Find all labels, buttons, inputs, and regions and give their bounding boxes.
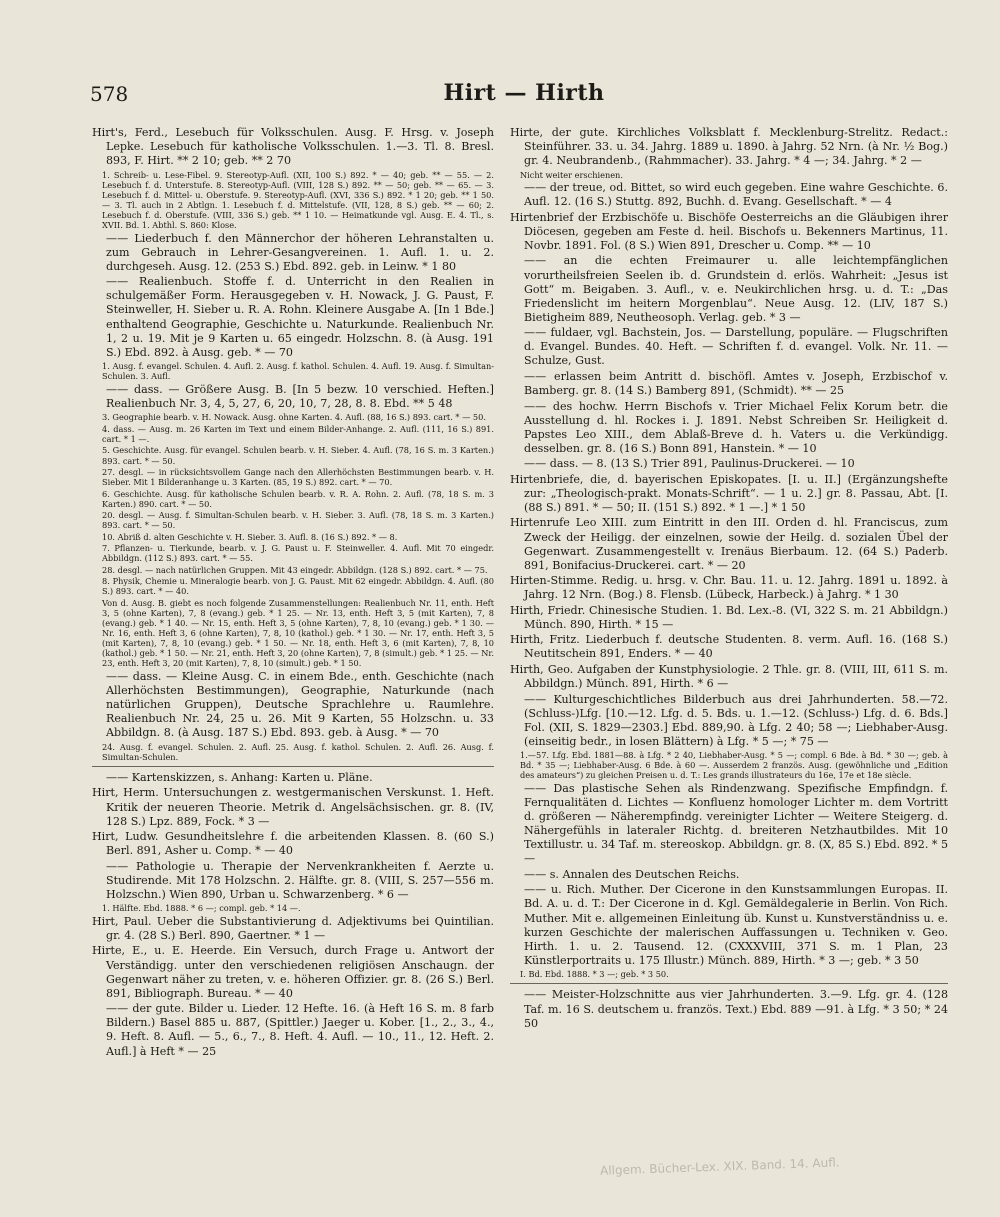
- left-column: [92, 126, 494, 1129]
- entry-note: 8. Physik, Chemie u. Mineralogie bearb. von J. G. Paust. Mit 62 eingedr. Abbildgn. 4. Aufl. (80 S.) 893. cart. * — 40.: [102, 576, 494, 597]
- bibliography-entry: Hirtenbriefe, die, d. bayerischen Episkopates. [I. u. II.] (Ergänzungshefte zur: „Theologisch-prakt. Monats-Schrift“. — 1 u. 2.] gr. 8. Passau, Abt. [I. (88 S.) 891. * — 50; II. (151 S.) 892. * 1 —.] * 1 50: [510, 472, 948, 514]
- entry-note: 28. desgl. — nach natürlichen Gruppen. Mit 43 eingedr. Abbildgn. (128 S.) 892. cart. * — 75.: [102, 564, 488, 575]
- faded-watermark-text: Allgem. Bücher-Lex. XIX. Band. 14. Aufl.: [599, 1155, 840, 1178]
- entry-note: 27. desgl. — in rücksichtsvollem Gange nach den Allerhöchsten Bestimmungen bearb. v. H. Sieber. Mit 1 Bilderanhange u. 3 Karten. (85, 19 S.) 892. cart. * — 70.: [102, 467, 494, 488]
- entry-note: I. Bd. Ebd. 1888. * 3 —; geb. * 3 50.: [520, 969, 669, 980]
- bibliography-entry: Hirth, Fritz. Liederbuch f. deutsche Studenten. 8. verm. Aufl. 16. (168 S.) Neutitschein 891, Enders. * — 40: [510, 633, 948, 661]
- entry-note: 4. dass. — Ausg. m. 26 Karten im Text und einem Bilder-Anhange. 2. Aufl. (111, 16 S.) 891. cart. * 1 —.: [102, 423, 494, 444]
- bibliography-entry: Hirte, E., u. E. Heerde. Ein Versuch, durch Frage u. Antwort der Verständigg. unter den verschiedenen religiösen Anschaugn. der Gegenwart näher zu treten, v. e. höheren Offizier. gr. 8. (26 S.) Berl. 891, Bibliograph. Bureau. * — 40: [92, 944, 494, 1000]
- bibliography-entry: —— dass. — 8. (13 S.) Trier 891, Paulinus-Druckerei. — 10: [524, 457, 855, 471]
- bibliography-entry: —— der treue, od. Bittet, so wird euch gegeben. Eine wahre Geschichte. 6. Aufl. 12. (16 S.) Stuttg. 892, Buchh. d. Evang. Gesellschaft. * — 4: [524, 181, 948, 209]
- entry-note: 20. desgl. — Ausg. f. Simultan-Schulen bearb. v. H. Sieber. 3. Aufl. (78, 18 S. m. 3 Karten.) 893. cart. * — 50.: [102, 510, 494, 531]
- bibliography-entry: —— fuldaer, vgl. Bachstein, Jos. — Darstellung, populäre. — Flugschriften d. Evangel. Bundes. 40. Heft. — Schriften f. d. evangel. Volk. Nr. 11. — Schulze, Gust.: [524, 326, 948, 368]
- bibliography-entry: Hirte, der gute. Kirchliches Volksblatt f. Mecklenburg-Strelitz. Redact.: Steinführer. 33. u. 34. Jahrg. 1889 u. 1890. à Jahrg. 52 Nrn. (à Nr. ½ Bog.) gr. 4. Neubrandenb., (Rahmmacher). 33. Jahrg. * 4 —; 34. Jahrg. * 2 —: [510, 126, 948, 168]
- entry-note: 6. Geschichte. Ausg. für katholische Schulen bearb. v. R. A. Rohn. 2. Aufl. (78, 18 S. m. 3 Karten.) 890. cart. * — 50.: [102, 488, 494, 509]
- entry-note: 5. Geschichte. Ausg. für evangel. Schulen bearb. v. H. Sieber. 4. Aufl. (78, 16 S. m. 3 Karten.) 893. cart. * — 50.: [102, 445, 494, 466]
- bibliography-entry: Hirt, Ludw. Gesundheitslehre f. die arbeitenden Klassen. 8. (60 S.) Berl. 891, Asher u. Comp. * — 40: [92, 830, 494, 858]
- entry-note: 7. Pflanzen- u. Tierkunde, bearb. v. J. G. Paust u. F. Steinweller. 4. Aufl. Mit 70 eingedr. Abbildgn. (112 S.) 893. cart. * — 55.: [102, 543, 494, 564]
- bibliography-entry: —— s. Annalen des Deutschen Reichs.: [524, 867, 740, 881]
- bibliography-entry: —— des hochw. Herrn Bischofs v. Trier Michael Felix Korum betr. die Ausstellung d. hl. Rockes i. J. 1891. Nebst Schreiben Sr. Heiligkeit d. Papstes Leo XIII., dem Ablaß-Breve d. h. Vaters u. die Verkündigg. desselben. gr. 8. (16 S.) Bonn 891, Hanstein. * — 10: [524, 399, 948, 455]
- bibliography-entry: —— erlassen beim Antritt d. bischöfl. Amtes v. Joseph, Erzbischof v. Bamberg. gr. 8. (14 S.) Bamberg 891, (Schmidt). ** — 25: [524, 369, 948, 398]
- bibliography-entry: —— dass. — Kleine Ausg. C. in einem Bde., enth. Geschichte (nach Allerhöchsten Bestimmungen), Geographie, Naturkunde (nach natürlichen Gruppen), Deutsche Sprachlehre u. Raumlehre. Realienbuch Nr. 24, 25 u. 26. Mit 9 Karten, 55 Holzschn. u. 33 Abbildgn. 8. (à Ausg. 187 S.) Ebd. 893. geb. à Ausg. * — 70: [106, 669, 494, 740]
- bibliography-entry: Hirt, Herm. Untersuchungen z. westgermanischen Verskunst. 1. Heft. Kritik der neueren Theorie. Metrik d. Angelsächsischen. gr. 8. (IV, 128 S.) Lpz. 889, Fock. * 3 —: [92, 786, 494, 828]
- entry-note: 1.—57. Lfg. Ebd. 1881—88. à Lfg. * 2 40, Liebhaber-Ausg. * 5 —; compl. 6 Bde. à Bd. * 30 —; geb. à Bd. * 35 —; Liebhaber-Ausg. 6 Bde. à 60 —. Ausserdem 2 französ. Ausg. (gewöhnliche und „Edition des amateurs“) zu gleichen Preisen u. d. T.: Les grands illustrateurs du 16e, 17e et 18e siècle.: [520, 750, 948, 781]
- entry-note: 24. Ausg. f. evangel. Schulen. 2. Aufl. 25. Ausg. f. kathol. Schulen. 2. Aufl. 26. Ausg. f. Simultan-Schulen.: [102, 741, 494, 762]
- bibliography-entry: —— an die echten Freimaurer u. alle leichtempfänglichen vorurtheilsfreien Seelen ib. d. Grundstein d. erlös. Wahrheit: „Jesus ist Gott“ m. Beigaben. 3. Aufl., v. e. Neukirchlichen hrsg. u. d. T.: „Das Friedenslicht im heitern Morgenblau“. Neue Ausg. 12. (LIV, 187 S.) Bietigheim 889, Neutheosoph. Verlag. geb. * 3 —: [524, 254, 948, 324]
- bibliography-entry: —— Das plastische Sehen als Rindenzwang. Spezifische Empfindgn. f. Fernqualitäten d. Lichtes — Konfluenz homologer Lichter m. dem Vortritt d. größeren — Näherempfindg. vereinigter Lichter — Weitere Steigerg. d. Nähergefühls in lateraler Richtg. d. breiteren Netzhautbildes. Mit 10 Textillustr. u. 34 Taf. m. stereoskop. Abbildgn. gr. 8. (X, 85 S.) Ebd. 892. * 5 —: [524, 781, 948, 866]
- bibliography-entry: —— Pathologie u. Therapie der Nervenkrankheiten f. Aerzte u. Studirende. Mit 178 Holzschn. 2. Hälfte. gr. 8. (VIII, S. 257—556 m. Holzschn.) Wien 890, Urban u. Schwarzenberg. * 6 —: [106, 859, 494, 901]
- entry-note: Von d. Ausg. B. giebt es noch folgende Zusammenstellungen: Realienbuch Nr. 11, enth. Heft 3, 5 (ohne Karten), 7, 8 (evang.) geb. * 1 25. — Nr. 13, enth. Heft 3, 5 (mit Karten), 7, 8 (evang.) geb. * 1 40. — Nr. 15, enth. Heft 3, 5 (ohne Karten), 7, 8, 10 (evang.) geb. * 1 30. — Nr. 16, enth. Heft 3, 6 (ohne Karten), 7, 8, 10 (kathol.) geb. * 1 30. — Nr. 17, enth. Heft 3, 5 (mit Karten), 7, 8, 10 (evang.) geb. * 1 50. — Nr. 18, enth. Heft 3, 6 (mit Karten), 7, 8, 10 (kathol.) geb. * 1 50. — Nr. 21, enth. Heft 3, 20 (ohne Karten), 7, 8 (simult.) geb. * 1 25. — Nr. 23, enth. Heft 3, 20 (mit Karten), 7, 8, 10 (simult.) geb. * 1 50.: [102, 597, 494, 669]
- right-column: [510, 126, 948, 1129]
- running-head: Hirt — Hirth: [443, 80, 605, 106]
- bibliography-entry: Hirth, Friedr. Chinesische Studien. 1. Bd. Lex.-8. (VI, 322 S. m. 21 Abbildgn.) Münch. 890, Hirth. * 15 —: [510, 603, 948, 631]
- page-header: [90, 82, 958, 118]
- entry-note: 10. Abriß d. alten Geschichte v. H. Sieber. 3. Aufl. 8. (16 S.) 892. * — 8.: [102, 531, 398, 542]
- bibliography-entry: —— Realienbuch. Stoffe f. d. Unterricht in den Realien in schulgemäßer Form. Herausgegeben v. H. Nowack, J. G. Paust, F. Steinweller, H. Sieber u. R. A. Rohn. Kleinere Ausgabe A. [In 1 Bde.] enthaltend Geographie, Geschichte u. Naturkunde. Realienbuch Nr. 1, 2 u. 19. Mit je 9 Karten u. 65 eingedr. Holzschn. 8. (à Ausg. 191 S.) Ebd. 892. à Ausg. geb. * — 70: [106, 275, 494, 359]
- bibliography-entry: —— Liederbuch f. den Männerchor der höheren Lehranstalten u. zum Gebrauch in Lehrer-Gesangvereinen. 1. Aufl. 1. u. 2. durchgeseh. Ausg. 12. (253 S.) Ebd. 892. geb. in Leinw. * 1 80: [106, 231, 494, 273]
- section-rule: [510, 983, 948, 984]
- bibliography-entry: —— u. Rich. Muther. Der Cicerone in den Kunstsammlungen Europas. II. Bd. A. u. d. T.: Der Cicerone in d. Kgl. Gemäldegalerie in Berlin. Von Rich. Muther. Mit e. allgemeinen Einleitung üb. Kunst u. Kunstverständniss u. e. kurzen Geschichte der malerischen Auffassungen u. Techniken v. Geo. Hirth. 1. u. 2. Tausend. 12. (CXXXVIII, 371 S. m. 1 Plan, 23 Künstlerportraits u. 175 Illustr.) Münch. 889, Hirth. * 3 —; geb. * 3 50: [524, 883, 948, 967]
- section-rule: [92, 766, 494, 767]
- bibliography-entry: Hirt's, Ferd., Lesebuch für Volksschulen. Ausg. F. Hrsg. v. Joseph Lepke. Lesebuch für katholische Volksschulen. 1.—3. Tl. 8. Bresl. 893, F. Hirt. ** 2 10; geb. ** 2 70: [92, 126, 494, 168]
- bibliography-entry: Hirtenbrief der Erzbischöfe u. Bischöfe Oesterreichs an die Gläubigen ihrer Diöcesen, gegeben am Feste d. heil. Bischofs u. Bekenners Martinus, 11. Novbr. 1891. Fol. (8 S.) Wien 891, Drescher u. Comp. ** — 10: [510, 210, 948, 252]
- bibliography-entry: Hirt, Paul. Ueber die Substantivierung d. Adjektivums bei Quintilian. gr. 4. (28 S.) Berl. 890, Gaertner. * 1 —: [92, 914, 494, 942]
- entry-note: Nicht weiter erschienen.: [520, 169, 623, 180]
- page-number: 578: [90, 82, 129, 106]
- entry-note: 3. Geographie bearb. v. H. Nowack. Ausg. ohne Karten. 4. Aufl. (88, 16 S.) 893. cart. * — 50.: [102, 412, 486, 423]
- bibliography-entry: —— dass. — Größere Ausg. B. [In 5 bezw. 10 verschied. Heften.] Realienbuch Nr. 3, 4, 5, 27, 6, 20, 10, 7, 28, 8. 8. Ebd. ** 5 48: [106, 382, 494, 410]
- bibliography-entry: Hirtenrufe Leo XIII. zum Eintritt in den III. Orden d. hl. Franciscus, zum Zweck der Heiligg. der einzelnen, sowie der Heilg. d. sozialen Übel der Gegenwart. Zusammengestellt v. Irenäus Bierbaum. 12. (64 S.) Paderb. 891, Bonifacius-Druckerei. cart. * — 20: [510, 516, 948, 572]
- entry-note: 1. Schreib- u. Lese-Fibel. 9. Stereotyp-Aufl. (XII, 100 S.) 892. * — 40; geb. ** — 55. — 2. Lesebuch f. d. Unterstufe. 8. Stereotyp-Aufl. (VIII, 128 S.) 892. ** — 50; geb. ** — 65. — 3. Lesebuch f. d. Mittel- u. Oberstufe. 9. Stereotyp-Aufl. (XVI, 336 S.) 892. * 1 20; geb. ** 1 50. — 3. Tl. auch in 2 Abtlgn. 1. Lesebuch f. d. Mittelstufe. (VII, 128, 8 S.) geb. ** — 60; 2. Lesebuch f. d. Oberstufe. (VIII, 336 S.) geb. ** 1 10. — Heimatkunde vgl. Ausg. E. 4. Tl., s. XVII. Bd. 1. Abthl. S. 860: Klose.: [102, 169, 494, 231]
- entry-note: 1. Ausg. f. evangel. Schulen. 4. Aufl. 2. Ausg. f. kathol. Schulen. 4. Aufl. 19. Ausg. f. Simultan-Schulen. 3. Aufl.: [102, 361, 494, 382]
- column-gutter: [502, 126, 503, 1129]
- bibliography-entry: —— der gute. Bilder u. Lieder. 12 Hefte. 16. (à Heft 16 S. m. 8 farb Bildern.) Basel 885 u. 887, (Spittler.) Jaeger u. Kober. [1., 2., 3., 4., 9. Heft. 8. Aufl. — 5., 6., 7., 8. Heft. 4. Aufl. — 10., 11., 12. Heft. 2. Aufl.] à Heft * — 25: [106, 1002, 494, 1058]
- bibliography-entry: Hirth, Geo. Aufgaben der Kunstphysiologie. 2 Thle. gr. 8. (VIII, III, 611 S. m. Abbildgn.) Münch. 891, Hirth. * 6 —: [510, 662, 948, 691]
- bibliography-entry: —— Kulturgeschichtliches Bilderbuch aus drei Jahrhunderten. 58.—72. (Schluss-)Lfg. [10.—12. Lfg. d. 5. Bds. u. 1.—12. (Schluss-) Lfg. d. 6. Bds.] Fol. (XII, S. 1829—2303.] Ebd. 889,90. à Lfg. 2 40; 58 —; Liebhaber-Ausg. (einseitig bedr., in losen Blättern) à Lfg. * 5 —; * 75 —: [524, 692, 948, 748]
- bibliography-entry: —— Meister-Holzschnitte aus vier Jahrhunderten. 3.—9. Lfg. gr. 4. (128 Taf. m. 16 S. deutschem u. französ. Text.) Ebd. 889 —91. à Lfg. * 3 50; * 24 50: [524, 988, 948, 1030]
- bibliography-entry: Hirten-Stimme. Redig. u. hrsg. v. Chr. Bau. 11. u. 12. Jahrg. 1891 u. 1892. à Jahrg. 12 Nrn. (Bog.) 8. Flensb. (Lübeck, Harbeck.) à Jahrg. * 1 30: [510, 574, 948, 602]
- bibliography-entry: —— Kartenskizzen, s. Anhang: Karten u. Pläne.: [106, 771, 373, 784]
- entry-note: 1. Hälfte. Ebd. 1888. * 6 —; compl. geb. * 14 —.: [102, 903, 301, 914]
